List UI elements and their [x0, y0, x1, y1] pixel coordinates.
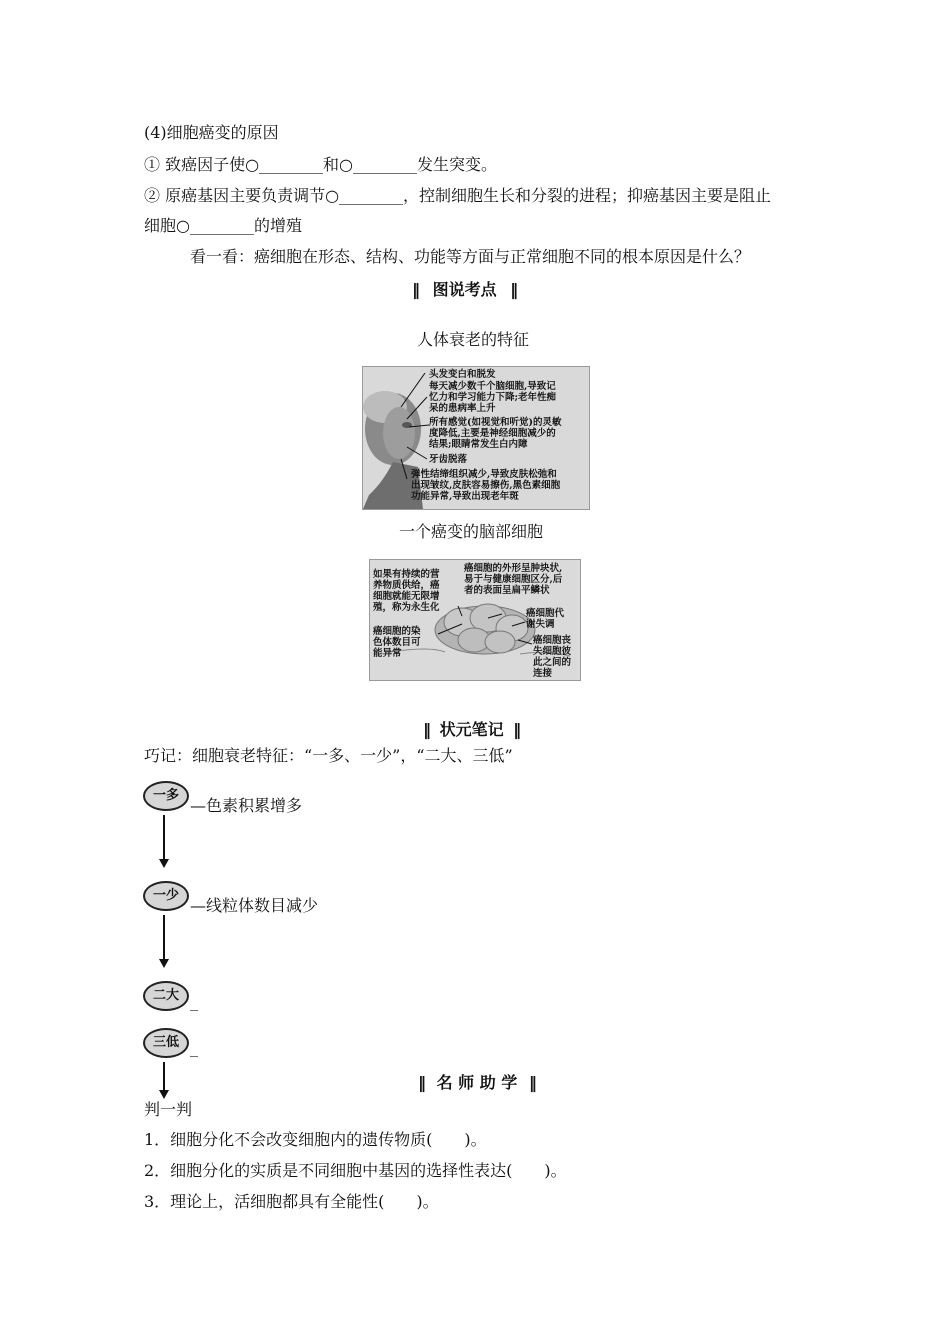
- cancer-label-right2-4: 连接: [533, 668, 553, 679]
- tag-yishao: 一少: [143, 881, 189, 911]
- tag-yiduo-text: —色素积累增多: [190, 796, 303, 815]
- heading-bars-left: ‖: [412, 280, 419, 299]
- aging-label-3: 忆力和学习能力下降;老年性痴: [429, 392, 557, 403]
- cancer-label-left-4: 殖，称为永生化: [373, 602, 440, 613]
- arrow-down-icon: [159, 1090, 169, 1099]
- aging-label-1: 头发变白和脱发: [429, 369, 496, 380]
- aging-label-5: 所有感觉(如视觉和听觉)的灵敏: [429, 417, 562, 428]
- aging-label-4: 呆的患病率上升: [429, 403, 496, 414]
- heading-bars-right: ‖: [510, 280, 518, 299]
- tag-sandi: 三低: [143, 1028, 189, 1058]
- arrow-line: [163, 915, 165, 961]
- cancer-label-right1-1: 癌细胞代: [526, 608, 565, 619]
- section4-item1: ① 致癌因子使○________和○________发生突变。: [144, 155, 498, 174]
- tag-yiduo: 一多: [143, 781, 189, 811]
- teacher-heading: [418, 1073, 536, 1093]
- question-2: 2．细胞分化的实质是不同细胞中基因的选择性表达( )。: [144, 1161, 567, 1180]
- aging-label-8: 牙齿脱落: [429, 454, 468, 465]
- cancer-label-left2-1: 癌细胞的染: [373, 626, 421, 637]
- fig2-caption: 一个癌变的脑部细胞: [399, 522, 544, 541]
- section4-heading: (4)细胞癌变的原因: [144, 123, 279, 142]
- heading-bars-right: ‖: [513, 720, 521, 739]
- teacher-title: 名 师 助 学: [436, 1073, 518, 1092]
- judge-label: 判一判: [144, 1100, 193, 1119]
- cancer-label-right2-1: 癌细胞丧: [533, 635, 572, 646]
- tushuo-heading: [412, 280, 517, 300]
- heading-bars-right: ‖: [528, 1073, 536, 1092]
- cancer-label-top-1: 癌细胞的外形呈肿块状,: [464, 563, 563, 574]
- aging-label-6: 度降低,主要是神经细胞减少的: [429, 428, 556, 439]
- fig1-caption: 人体衰老的特征: [417, 330, 530, 349]
- tag-erda: 二大: [143, 981, 189, 1011]
- section4-item2-line2: 细胞○________的增殖: [144, 216, 302, 235]
- cancer-label-left2-3: 能异常: [373, 648, 402, 659]
- aging-label-9: 弹性结缔组织减少,导致皮肤松弛和: [411, 469, 557, 480]
- section4-item2-line1: ② 原癌基因主要负责调节○________，控制细胞生长和分裂的进程；抑癌基因主要是阻止: [144, 186, 772, 205]
- cancer-label-right2-3: 此之间的: [533, 657, 572, 668]
- cancer-cell-figure: [369, 559, 581, 681]
- notes-tip: 巧记：细胞衰老特征：“一多、一少”，“二大、三低”: [144, 746, 513, 765]
- tag-yishao-text: —线粒体数目减少: [190, 896, 319, 915]
- cancer-label-right1-2: 谢失调: [526, 619, 555, 630]
- arrow-down-icon: [159, 959, 169, 968]
- cancer-label-left-1: 如果有持续的营: [373, 569, 440, 580]
- aging-label-10: 出现皱纹,皮肤容易擦伤,黑色素细胞: [411, 480, 561, 491]
- notes-heading: [423, 720, 520, 740]
- tag-erda-text: _: [190, 992, 198, 1011]
- tushuo-title: 图说考点: [432, 280, 497, 299]
- question-1: 1．细胞分化不会改变细胞内的遗传物质( )。: [144, 1130, 487, 1149]
- tag-sandi-text: _: [190, 1038, 198, 1057]
- heading-bars-left: ‖: [418, 1073, 425, 1092]
- aging-label-2: 每天减少数千个脑细胞,导致记: [429, 381, 556, 392]
- question-3: 3．理论上，活细胞都具有全能性( )。: [144, 1192, 439, 1211]
- aging-label-11: 功能异常,导致出现老年斑: [411, 491, 519, 502]
- arrow-line: [163, 815, 165, 861]
- aging-figure: [362, 366, 590, 510]
- arrow-line: [163, 1062, 165, 1092]
- cancer-label-top-3: 者的表面呈扁平鳞状: [464, 585, 550, 596]
- heading-bars-left: ‖: [423, 720, 430, 739]
- arrow-down-icon: [159, 859, 169, 868]
- aging-label-7: 结果;眼睛常发生白内障: [429, 439, 528, 450]
- cancer-label-top-2: 易于与健康细胞区分,后: [464, 574, 563, 585]
- cancer-label-right2-2: 失细胞彼: [533, 646, 572, 657]
- cancer-label-left2-2: 色体数目可: [373, 637, 421, 648]
- cancer-label-left-3: 细胞就能无限增: [373, 591, 440, 602]
- section4-question: 看一看：癌细胞在形态、结构、功能等方面与正常细胞不同的根本原因是什么？: [190, 247, 751, 266]
- notes-title: 状元笔记: [439, 720, 504, 739]
- cancer-label-left-2: 养物质供给，癌: [373, 580, 440, 591]
